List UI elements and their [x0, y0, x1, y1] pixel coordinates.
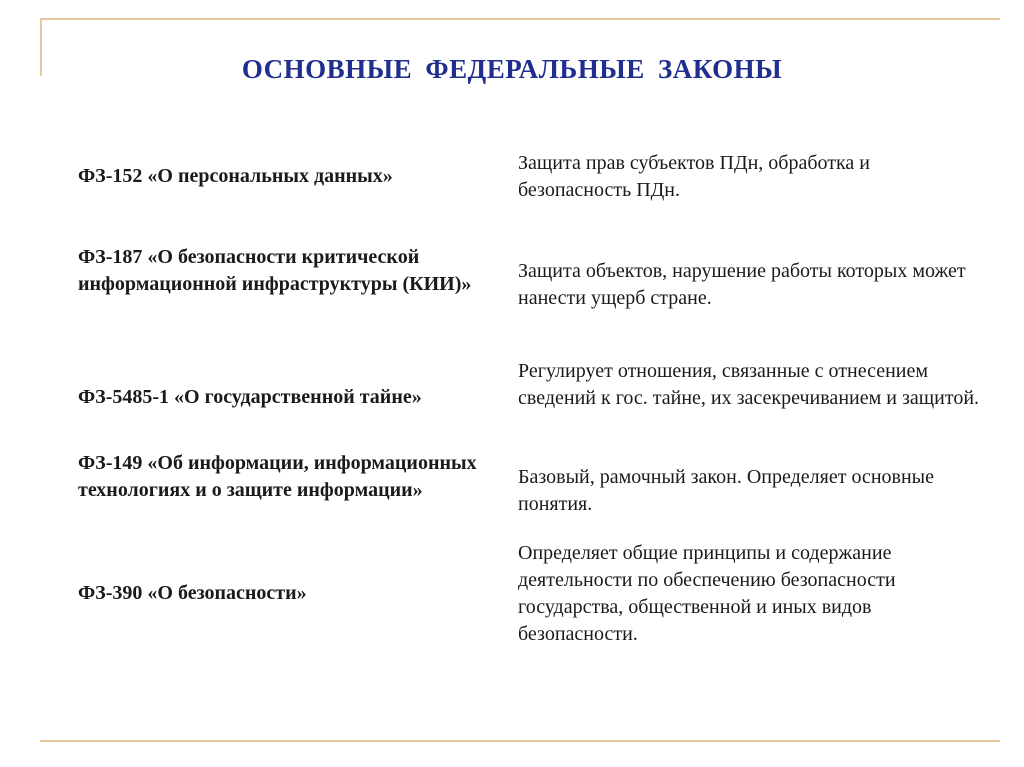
- law-description-fz390: Определяет общие принципы и содержание деятельности по обеспечению безопасности государства, общественной и иных видов безопасности.: [518, 542, 896, 645]
- law-name-fz152: ФЗ-152 «О персональных данных»: [78, 165, 393, 187]
- law-description-fz5485: Регулирует отношения, связанные с отнесением сведений к гос. тайне, их засекречиванием и защитой.: [518, 360, 980, 409]
- slide-title: ОСНОВНЫЕ ФЕДЕРАЛЬНЫЕ ЗАКОНЫ: [241, 54, 783, 84]
- law-description-fz152: Защита прав субъектов ПДн, обработка и безопасность ПДн.: [518, 152, 870, 201]
- law-description-fz187: Защита объектов, нарушение работы которых может нанести ущерб стране.: [518, 260, 966, 309]
- law-name-fz5485: ФЗ-5485-1 «О государственной тайне»: [78, 386, 422, 408]
- law-name-fz187: ФЗ-187 «О безопасности критической информационной инфраструктуры (КИИ)»: [78, 246, 472, 295]
- law-name-fz390: ФЗ-390 «О безопасности»: [78, 582, 307, 604]
- frame-bottom-line: [40, 740, 1000, 742]
- law-name-fz149: ФЗ-149 «Об информации, информационных технологиях и о защите информации»: [78, 452, 477, 501]
- law-description-fz149: Базовый, рамочный закон. Определяет основные понятия.: [518, 466, 934, 515]
- frame-top-line: [40, 18, 1000, 20]
